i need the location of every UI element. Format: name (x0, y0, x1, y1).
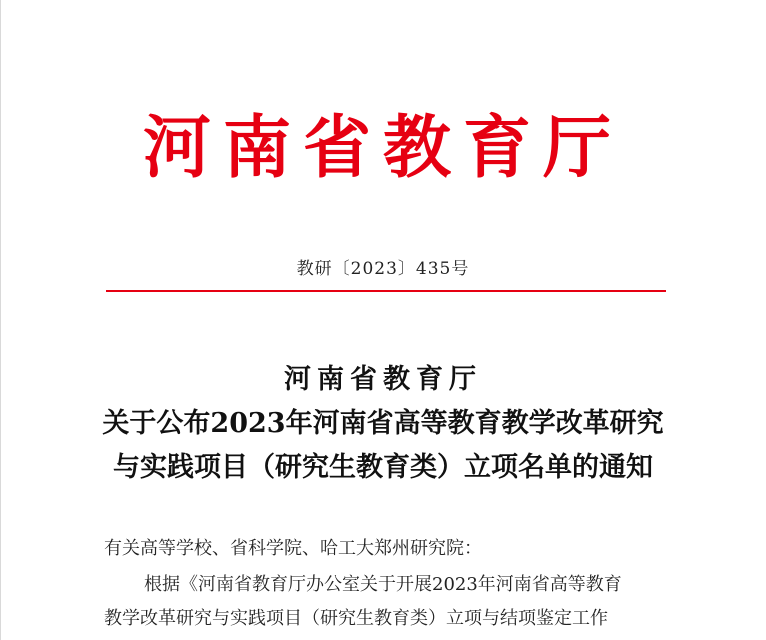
red-divider-line (106, 290, 666, 292)
title-line-issuer: 河南省教育厅 (284, 364, 482, 395)
title-line-subject-2: 与实践项目（研究生教育类）立项名单的通知 (113, 452, 653, 483)
body-line-1: 根据《河南省教育厅办公室关于开展2023年河南省高等教育 (144, 574, 622, 595)
body-line-2: 教学改革研究与实践项目（研究生教育类）立项与结项鉴定工作 (104, 608, 608, 629)
page-edge (0, 0, 1, 640)
masthead-title: 河南省教育厅 (142, 108, 623, 188)
document-number: 教研〔2023〕435号 (296, 259, 470, 279)
body-paragraph (104, 568, 694, 636)
salutation: 有关高等学校、省科学院、哈工大郑州研究院： (104, 538, 482, 559)
document-title (0, 358, 766, 490)
title-line-subject-1: 关于公布2023年河南省高等教育教学改革研究 (102, 408, 664, 439)
